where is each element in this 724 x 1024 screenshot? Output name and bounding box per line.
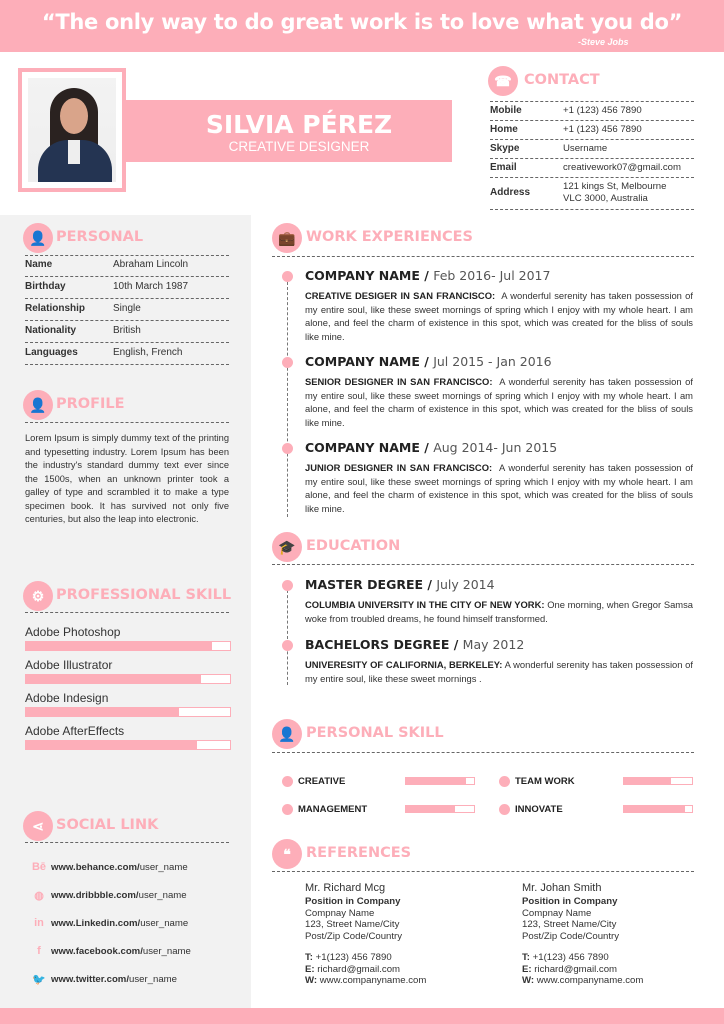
skill-dot — [282, 776, 293, 787]
personal-skill-bar — [623, 777, 693, 785]
social-icon: Bē — [31, 861, 47, 873]
timeline-dot — [282, 640, 293, 651]
contact-value: +1 (123) 456 7890 — [563, 124, 642, 135]
email-value: richard@gmail.com — [534, 963, 618, 975]
contact-label: Skype — [490, 143, 520, 154]
graduation-cap-icon: 🎓 — [272, 532, 302, 562]
skill-bar-fill — [26, 642, 212, 650]
work-title — [305, 440, 557, 455]
social-user: user_name — [139, 862, 188, 873]
work-role: CREATIVE DESIGER IN SAN FRANCISCO: — [305, 290, 496, 301]
social-domain: www.Linkedin.com/ — [51, 918, 141, 929]
web-value: www.companyname.com — [536, 975, 644, 986]
skill-bar-fill — [26, 675, 201, 683]
reference-web — [305, 975, 426, 987]
personal-skill-label: INNOVATE — [515, 804, 563, 815]
contact-value-line2: VLC 3000, Australia — [563, 193, 648, 204]
social-icon: f — [37, 945, 41, 957]
work-role: SENIOR DESIGNER IN SAN FRANCISCO: — [305, 376, 493, 387]
timeline-dot — [282, 271, 293, 282]
personal-skill-bar — [405, 777, 475, 785]
reference-position: Position in Company — [522, 896, 618, 907]
contact-value: creativework07@gmail.com — [563, 162, 681, 173]
reference-street: 123, Street Name/City — [305, 919, 400, 930]
dashed-divider — [490, 139, 694, 140]
company-name: COMPANY NAME / — [305, 440, 429, 455]
social-icon: in — [34, 917, 44, 929]
social-link[interactable] — [51, 890, 187, 901]
skill-bar — [25, 707, 231, 717]
references-heading: REFERENCES — [306, 845, 412, 861]
personal-skill-bar — [623, 805, 693, 813]
reference-details — [522, 896, 643, 987]
contact-book-icon: ☎ — [488, 66, 518, 96]
profile-icon: 👤 — [23, 390, 53, 420]
contact-value: Username — [563, 143, 608, 154]
dashed-divider — [490, 158, 694, 159]
personal-heading: PERSONAL — [56, 229, 144, 245]
education-heading: EDUCATION — [306, 538, 401, 554]
social-domain: www.twitter.com/ — [51, 974, 130, 985]
social-user: user_name — [142, 946, 191, 957]
dashed-divider — [25, 298, 229, 299]
person-role: CREATIVE DESIGNER — [228, 139, 370, 154]
name-band — [126, 100, 452, 162]
social-link[interactable] — [51, 862, 188, 873]
skill-dot — [282, 804, 293, 815]
work-description — [305, 289, 693, 343]
work-desc: A wonderful serenity has taken possession of my entire soul, like these sweet mornings of spring which I enjoy with my whole heart. I am alone, and feel the charm of existence in this spot, which was created for the bliss of souls like mine. — [305, 290, 693, 342]
phone-label: T: — [522, 952, 530, 963]
reference-email — [305, 964, 426, 976]
personal-skill-fill — [406, 778, 466, 784]
degree-title — [305, 577, 495, 592]
skill-label: Adobe Illustrator — [25, 658, 113, 672]
dashed-divider — [490, 101, 694, 102]
personal-skill-label: CREATIVE — [298, 776, 346, 787]
work-desc: A wonderful serenity has taken possession of my entire soul, like these sweet mornings of spring which I enjoy with my whole heart. I am alone, and feel the charm of existence in this spot, which was created for the bliss of souls like mine. — [305, 462, 694, 514]
contact-label: Home — [490, 124, 518, 135]
dashed-divider — [25, 320, 229, 321]
skill-label: Adobe Indesign — [25, 691, 109, 705]
social-link[interactable] — [51, 918, 188, 929]
personal-skill-fill — [406, 806, 455, 812]
social-domain: www.behance.com/ — [51, 862, 140, 873]
work-heading: WORK EXPERIENCES — [306, 229, 473, 245]
reference-position: Position in Company — [305, 896, 401, 907]
quote-author: -Steve Jobs — [578, 37, 629, 47]
skill-bar-fill — [26, 741, 197, 749]
timeline-dot — [282, 443, 293, 454]
work-dates: Feb 2016- Jul 2017 — [433, 268, 551, 283]
social-user: user_name — [140, 918, 189, 929]
social-icon: 🐦 — [32, 974, 46, 986]
reference-post: Post/Zip Code/Country — [305, 930, 403, 942]
personal-skill-fill — [624, 778, 671, 784]
dashed-divider — [25, 255, 229, 256]
skill-bar — [25, 641, 231, 651]
school-name: UNIVERESITY OF CALIFORNIA, BERKELEY: — [305, 659, 503, 670]
education-description — [305, 598, 693, 625]
personal-value: British — [113, 325, 141, 336]
social-link[interactable] — [51, 946, 191, 957]
personal-value: English, French — [113, 347, 183, 358]
school-name: COLUMBIA UNIVERSITY IN THE CITY OF NEW YORK: — [305, 599, 545, 610]
work-dates: Jul 2015 - Jan 2016 — [433, 354, 552, 369]
reference-details — [305, 896, 426, 987]
reference-name: Mr. Johan Smith — [522, 882, 602, 894]
reference-company: Compnay Name — [305, 907, 375, 919]
company-name: COMPANY NAME / — [305, 268, 429, 283]
share-icon: ⋖ — [23, 811, 53, 841]
social-link[interactable] — [51, 974, 177, 985]
reference-phone — [305, 952, 426, 964]
skill-bar — [25, 674, 231, 684]
work-title — [305, 268, 550, 283]
dashed-divider — [490, 120, 694, 121]
email-label: E: — [522, 963, 532, 975]
phone-value: +1(123) 456 7890 — [532, 952, 609, 963]
person-skill-icon: 👤 — [272, 719, 302, 749]
reference-phone — [522, 952, 643, 964]
profile-text: Lorem Ipsum is simply dummy text of the printing and typesetting industry. Lorem Ipsum has been the industry's standard dummy text ever since the 1500s, when an unknown printer took a galley of type and scrambled it to make a type specimen book. It has survived not only five centuries, but also the leap into electronic. — [25, 433, 229, 524]
phone-value: +1(123) 456 7890 — [315, 952, 392, 963]
web-label: W: — [522, 975, 535, 986]
reference-web — [522, 975, 643, 987]
dashed-divider — [272, 564, 694, 565]
timeline-dot — [282, 580, 293, 591]
portrait-image — [28, 78, 116, 182]
company-name: COMPANY NAME / — [305, 354, 429, 369]
dashed-divider — [25, 342, 229, 343]
contact-heading: CONTACT — [524, 72, 600, 88]
degree-name: BACHELORS DEGREE / — [305, 637, 459, 652]
contact-label: Mobile — [490, 105, 522, 116]
work-description — [305, 461, 693, 515]
degree-name: MASTER DEGREE / — [305, 577, 432, 592]
skill-bar-fill — [26, 708, 179, 716]
dashed-divider — [272, 871, 694, 872]
personal-value: 10th March 1987 — [113, 281, 189, 292]
web-label: W: — [305, 975, 318, 986]
work-title — [305, 354, 552, 369]
reference-email — [522, 964, 643, 976]
person-name: SILVIA PÉREZ — [205, 110, 393, 139]
skill-label: Adobe Photoshop — [25, 625, 121, 639]
dashed-divider — [490, 209, 694, 210]
personal-value: Abraham Lincoln — [113, 259, 189, 270]
dashed-divider — [272, 256, 694, 257]
dashed-divider — [490, 177, 694, 178]
personal-value: Single — [113, 303, 141, 314]
social-domain: www.dribbble.com/ — [51, 890, 139, 901]
person-icon: 👤 — [23, 223, 53, 253]
pro-skill-heading: PROFESSIONAL SKILL — [56, 587, 232, 603]
work-description — [305, 375, 693, 429]
dashed-divider — [25, 422, 229, 423]
profile-photo — [18, 68, 126, 192]
email-label: E: — [305, 963, 315, 975]
work-desc: A wonderful serenity has taken possession of my entire soul, like these sweet mornings of spring which I enjoy with my whole heart. I am alone, and feel the charm of existence in this spot, which was created for the bliss of souls like mine. — [305, 376, 693, 428]
social-icon: ◍ — [34, 890, 44, 902]
social-heading: SOCIAL LINK — [56, 817, 159, 833]
dashed-divider — [272, 752, 694, 753]
reference-name: Mr. Richard Mcg — [305, 882, 386, 894]
social-user: user_name — [129, 974, 178, 985]
personal-skill-label: MANAGEMENT — [298, 804, 368, 815]
personal-skill-bar — [405, 805, 475, 813]
degree-title — [305, 637, 524, 652]
education-desc: One morning, when Gregor Samsa woke from troubled dreams, he found himself transformed. — [305, 599, 693, 624]
dashed-divider — [25, 842, 229, 843]
quote-text: “The only way to do great work is to love what you do” — [41, 10, 683, 34]
dashed-divider — [25, 612, 229, 613]
personal-skill-label: TEAM WORK — [515, 776, 575, 787]
personal-label: Birthday — [25, 281, 66, 292]
briefcase-icon: 💼 — [272, 223, 302, 253]
dashed-divider — [25, 276, 229, 277]
education-desc: A wonderful serenity has taken possession of my entire soul, like these sweet mornings . — [305, 659, 694, 684]
skill-bar — [25, 740, 231, 750]
personal-label: Relationship — [25, 303, 86, 314]
quote-bubble-icon: ❝ — [272, 839, 302, 869]
dashed-divider — [25, 364, 229, 365]
timeline-dot — [282, 357, 293, 368]
education-description — [305, 658, 693, 685]
reference-post: Post/Zip Code/Country — [522, 930, 620, 942]
web-value: www.companyname.com — [319, 975, 427, 986]
personal-skill-heading: PERSONAL SKILL — [306, 725, 444, 741]
social-user: user_name — [138, 890, 187, 901]
reference-company: Compnay Name — [522, 907, 592, 919]
skill-dot — [499, 776, 510, 787]
personal-label: Name — [25, 259, 53, 270]
skill-label: Adobe AfterEffects — [25, 724, 125, 738]
reference-street: 123, Street Name/City — [522, 919, 617, 930]
work-role: JUNIOR DESIGNER IN SAN FRANCISCO: — [305, 462, 493, 473]
email-value: richard@gmail.com — [317, 963, 401, 975]
personal-label: Languages — [25, 347, 78, 358]
contact-label: Email — [490, 162, 517, 173]
personal-label: Nationality — [25, 325, 77, 336]
contact-label: Address — [490, 187, 531, 198]
contact-value: 121 kings St, Melbourne — [563, 181, 667, 192]
degree-date: May 2012 — [462, 637, 525, 652]
social-domain: www.facebook.com/ — [51, 946, 143, 957]
skill-dot — [499, 804, 510, 815]
contact-value: +1 (123) 456 7890 — [563, 105, 642, 116]
footer-bar — [0, 1008, 724, 1024]
degree-date: July 2014 — [436, 577, 495, 592]
profile-heading: PROFILE — [56, 396, 125, 412]
gear-icon: ⚙ — [23, 581, 53, 611]
personal-skill-fill — [624, 806, 685, 812]
work-dates: Aug 2014- Jun 2015 — [433, 440, 558, 455]
phone-label: T: — [305, 952, 313, 963]
